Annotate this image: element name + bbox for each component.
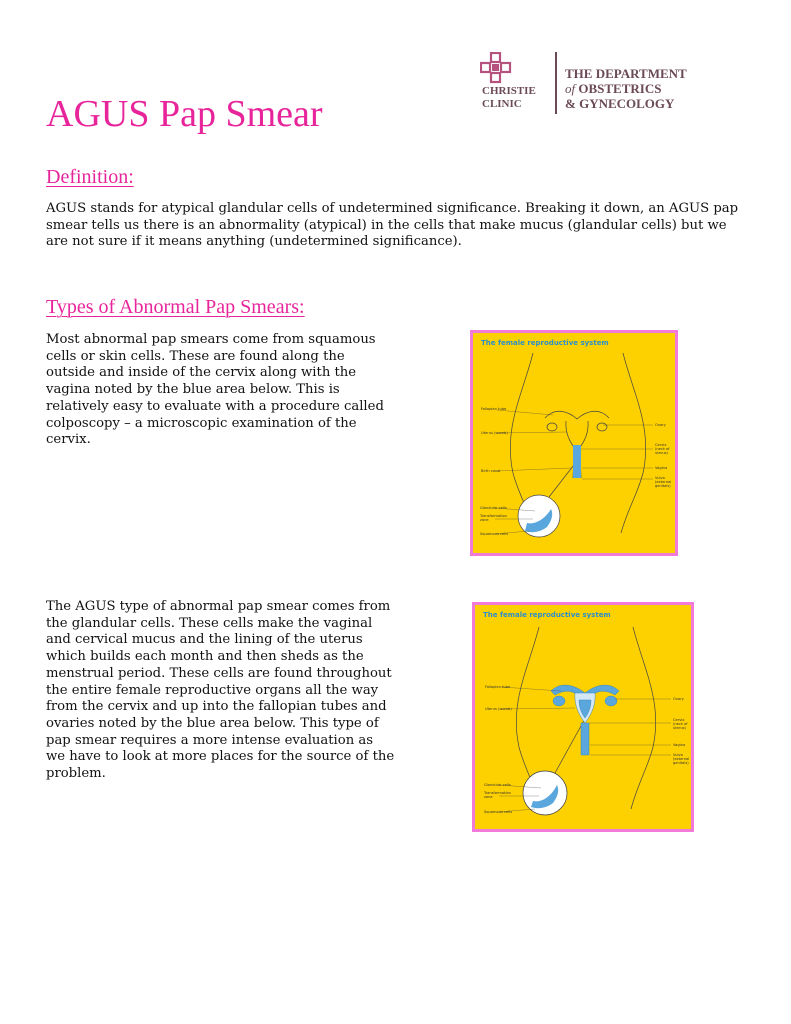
- label-vagina: Vagina: [673, 743, 686, 747]
- label-glandular-cells: Glandular cells: [480, 506, 507, 510]
- label-vulva-3: genitals): [655, 484, 671, 488]
- definition-heading: Definition:: [46, 166, 134, 188]
- label-cervix-1: Cervix: [673, 718, 685, 722]
- label-uterus: Uterus (womb): [481, 431, 508, 435]
- label-fallopian-tube: Fallopian tube: [485, 685, 511, 689]
- types-heading: Types of Abnormal Pap Smears:: [46, 296, 305, 318]
- label-vulva-2: (external: [655, 480, 672, 484]
- label-transformation-1: Transformation: [480, 514, 507, 518]
- figure-title: The female reproductive system: [483, 611, 611, 619]
- label-vagina: Vagina: [655, 466, 668, 470]
- label-ovary: Ovary: [673, 697, 684, 701]
- logo-dept-line2: [565, 82, 661, 96]
- figure-title: The female reproductive system: [481, 339, 609, 347]
- label-transformation-2: zone: [484, 795, 493, 799]
- label-transformation-2: zone: [480, 518, 489, 522]
- logo-dept-line3: & GYNECOLOGY: [565, 96, 675, 111]
- label-vulva-2: (external: [673, 757, 690, 761]
- label-uterus: Uterus (womb): [485, 707, 512, 711]
- reproductive-diagram-1: [473, 333, 675, 553]
- logo-clinic-line1: CHRISTIE: [482, 85, 536, 97]
- reproductive-figure-2: [472, 602, 694, 832]
- logo-divider: [555, 52, 557, 114]
- label-fallopian-tube: Fallopian tube: [481, 407, 507, 411]
- label-birth-canal: Birth canal: [481, 469, 501, 473]
- page-title: AGUS Pap Smear: [46, 93, 323, 135]
- logo-dept-obstetrics: OBSTETRICS: [578, 81, 662, 96]
- logo-dept-line1: THE DEPARTMENT: [565, 66, 687, 81]
- label-vulva-1: Vulva: [673, 753, 683, 757]
- label-glandular-cells: Glandular cells: [484, 783, 511, 787]
- label-cervix-2: (neck of: [655, 447, 670, 451]
- label-cervix-3: uterus): [673, 726, 686, 730]
- types-paragraph-2: The AGUS type of abnormal pap smear comes from the glandular cells. These cells make the vaginal and cervical mucus and the lining of the uterus which builds each month and then sheds as the menstrual period. These cells are found throughout the entire female reproductive organs all the way from the cervix and up into the fallopian tubes and ovaries noted by the blue area below. This type of pap smear requires a more intense evaluation as we have to look at more places for the source of the problem.: [46, 599, 395, 782]
- label-cervix-3: uterus): [655, 451, 668, 455]
- reproductive-figure-1: [470, 330, 678, 556]
- logo-clinic-line2: CLINIC: [482, 98, 522, 110]
- types-paragraph-1: Most abnormal pap smears come from squamous cells or skin cells. These are found along the outside and inside of the cervix along with the vagina noted by the blue area below. This is relatively easy to evaluate with a procedure called colposcopy – a microscopic examination of the cervix.: [46, 332, 384, 448]
- label-squamous-cells: Squamous cells: [480, 532, 509, 536]
- label-vulva-3: genitals): [673, 761, 689, 765]
- reproductive-diagram-2: [475, 605, 691, 829]
- label-cervix-2: (neck of: [673, 722, 688, 726]
- logo-dept-of: of: [565, 81, 576, 96]
- label-squamous-cells: Squamous cells: [484, 810, 513, 814]
- definition-text: AGUS stands for atypical glandular cells of undetermined significance. Breaking it down, an AGUS pap smear tells us there is an abnormality (atypical) in the cells that make mucus (glandular cells) but we are not sure if it means anything (undetermined significance).: [46, 201, 739, 250]
- label-cervix-1: Cervix: [655, 443, 667, 447]
- label-ovary: Ovary: [655, 423, 666, 427]
- clinic-logo: [480, 52, 700, 116]
- label-vulva-1: Vulva: [655, 476, 665, 480]
- label-transformation-1: Transformation: [484, 791, 511, 795]
